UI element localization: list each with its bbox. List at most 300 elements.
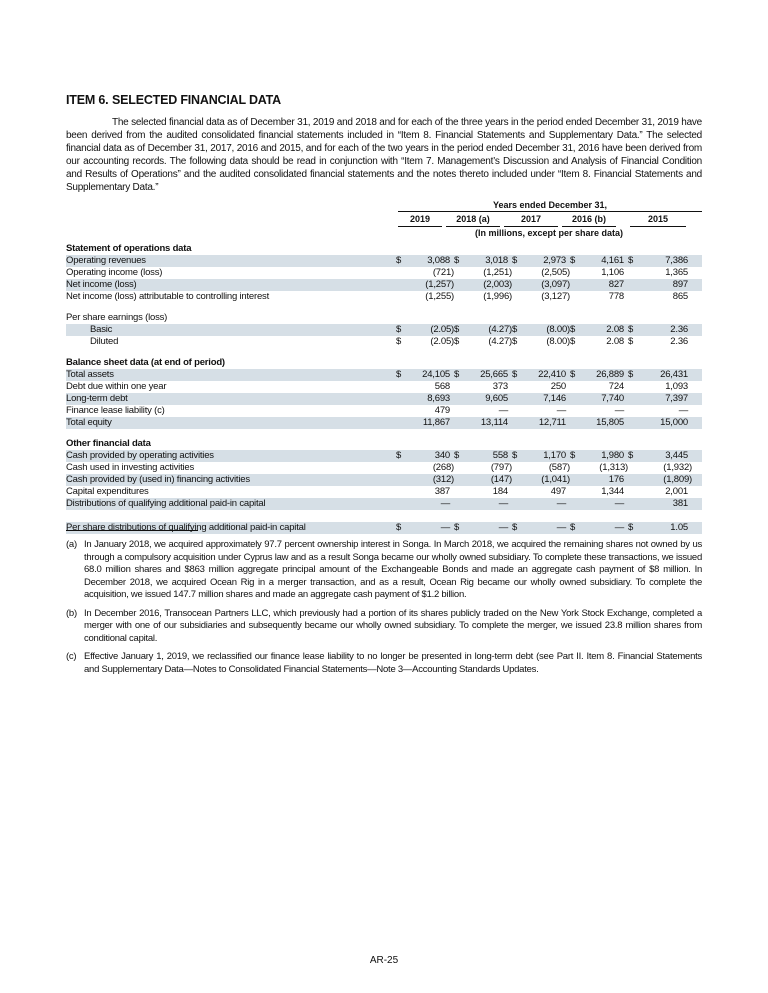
value-cell [454,267,512,279]
value-cell [454,324,512,336]
cell-value: (1,257) [425,279,454,290]
dollar-sign [628,393,638,405]
row-label: Basic [90,324,113,335]
value-cell [512,474,570,486]
cell-value: 387 [434,486,450,497]
dollar-sign [628,498,638,510]
value-cell [570,291,628,303]
dollar-sign [512,291,522,303]
dollar-sign [454,474,464,486]
value-cell [512,267,570,279]
value-cell [396,255,454,267]
cell-value: 1,106 [601,267,624,278]
row-label: Finance lease liability (c) [66,405,165,416]
dollar-sign: $ [570,369,576,380]
footnote [66,539,702,602]
value-cell [628,291,692,303]
cell-value: 25,665 [480,369,508,380]
cell-value: 22,410 [538,369,566,380]
cell-value: 1.05 [670,522,688,533]
value-cell [628,369,692,381]
value-cell [454,462,512,474]
dollar-sign: $ [512,450,518,461]
cell-value: 2.36 [670,324,688,335]
value-cell [570,381,628,393]
cell-value: 724 [608,381,624,392]
cell-value: 2,001 [665,486,688,497]
dollar-sign [570,486,580,498]
table-section [66,437,702,510]
cell-value: 897 [672,279,688,290]
item-title: SELECTED FINANCIAL DATA [112,93,282,107]
value-cell [512,462,570,474]
cell-value: 827 [608,279,624,290]
dollar-sign [454,486,464,498]
table-row [66,474,702,486]
cell-value: (2.05) [430,336,454,347]
value-cell [512,255,570,267]
dollar-sign [512,393,522,405]
dollar-sign: $ [628,450,634,461]
cell-value: (1,809) [663,474,692,485]
cell-value: 2.08 [606,336,624,347]
value-cell [396,369,454,381]
value-cell [628,450,692,462]
dollar-sign: $ [396,336,402,347]
cell-value: — [556,498,566,509]
footnote-key: (b) [66,607,77,619]
dollar-sign [512,405,522,417]
cell-value: 15,805 [596,417,624,428]
dollar-sign [570,381,580,393]
dollar-sign [454,462,464,474]
footnote-text: In January 2018, we acquired approximately 97.7 percent ownership interest in Songa. In March 2018, we acquired the remaining shares not owned by us through a compulsory acquisition under Cyprus law and as a result Songa became our wholly owned subsidiary. To complete these transactions, we issued 68.0 million shares and $863 million aggregate principal amount of the Exchangeable Bonds and made an aggregate cash payment of $8 million. In December 2018, we acquired Ocean Rig in a merger transaction, and as a result, Ocean Rig became our wholly owned subsidiary. To complete the acquisition, we issued 147.7 million shares and made an aggregate cash payment of $1.2 billion. [84,539,702,600]
value-cell [396,324,454,336]
cell-value: (8.00) [546,336,570,347]
cell-value: (4.27) [488,336,512,347]
footnote [66,608,702,646]
cell-value: — [440,522,450,533]
cell-value: 26,889 [596,369,624,380]
value-cell [396,474,454,486]
table-row [66,324,702,336]
cell-value: 1,980 [601,450,624,461]
dollar-sign: $ [454,324,460,335]
footnote-text: In December 2016, Transocean Partners LLC, which previously had a portion of its shares publicly traded on the New York Stock Exchange, completed a merger with one of our subsidiaries and subsequently became our wholly owned subsidiary. To complete the merger, we issued 23.8 million shares from conditional capital. [84,607,702,644]
table-row [66,291,702,303]
dollar-sign: $ [454,369,460,380]
dollar-sign [454,291,464,303]
value-cell [454,522,512,534]
footnotes [66,539,702,682]
cell-value: 26,431 [660,369,688,380]
cell-value: 479 [434,405,450,416]
value-cell [570,336,628,348]
value-cell [570,474,628,486]
dollar-sign [628,486,638,498]
footnote [66,651,702,676]
dollar-sign [454,267,464,279]
dollar-sign [628,267,638,279]
dollar-sign: $ [512,336,518,347]
dollar-sign [454,405,464,417]
cell-value: 3,018 [485,255,508,266]
value-cell [454,474,512,486]
year-header: 2016 (b) [562,213,616,227]
dollar-sign: $ [396,522,402,533]
page-number: AR-25 [369,955,399,966]
value-cell [570,324,628,336]
value-cell [454,417,512,429]
cell-value: 7,397 [665,393,688,404]
value-cell [570,393,628,405]
dollar-sign: $ [628,324,634,335]
cell-value: — [498,498,508,509]
dollar-sign [396,381,406,393]
dollar-sign [628,474,638,486]
value-cell [396,462,454,474]
value-cell [396,522,454,534]
cell-value: 250 [550,381,566,392]
year-header: 2018 (a) [446,213,500,227]
financial-data-table [66,242,702,534]
dollar-sign: $ [396,369,402,380]
cell-value: 7,146 [543,393,566,404]
value-cell [512,336,570,348]
cell-value: 4,161 [601,255,624,266]
dollar-sign: $ [628,369,634,380]
dollar-sign [512,474,522,486]
dollar-sign [396,267,406,279]
value-cell [512,498,570,510]
table-section [66,522,702,534]
footnote-key: (a) [66,539,77,550]
cell-value: 3,088 [427,255,450,266]
value-cell [512,450,570,462]
dollar-sign [570,279,580,291]
value-cell [454,336,512,348]
dollar-sign [396,474,406,486]
dollar-sign: $ [454,255,460,266]
value-cell [628,522,692,534]
cell-value: 497 [550,486,566,497]
cell-value: 1,344 [601,486,624,497]
value-cell [628,417,692,429]
dollar-sign [570,462,580,474]
row-label: Distributions of qualifying additional paid-in capital [66,498,266,509]
value-cell [570,522,628,534]
dollar-sign [570,291,580,303]
cell-value: — [498,405,508,416]
dollar-sign [570,417,580,429]
dollar-sign: $ [570,324,576,335]
table-row [66,369,702,381]
dollar-sign [512,462,522,474]
table-row [66,417,702,429]
value-cell [512,291,570,303]
value-cell [396,486,454,498]
table-row [66,279,702,291]
value-cell [454,498,512,510]
value-cell [396,405,454,417]
cell-value: (721) [432,267,454,278]
value-cell [396,336,454,348]
row-label: Operating revenues [66,255,146,266]
value-cell [396,417,454,429]
cell-value: 24,105 [422,369,450,380]
dollar-sign: $ [570,522,576,533]
value-cell [570,462,628,474]
value-cell [570,405,628,417]
value-cell [512,279,570,291]
table-row [66,486,702,498]
dollar-sign [570,474,580,486]
value-cell [570,450,628,462]
cell-value: (3,127) [541,291,570,302]
dollar-sign [396,462,406,474]
value-cell [570,279,628,291]
value-cell [570,486,628,498]
dollar-sign [512,381,522,393]
dollar-sign: $ [454,450,460,461]
value-cell [454,381,512,393]
cell-value: (1,251) [483,267,512,278]
section-heading [66,93,281,107]
cell-value: 3,445 [665,450,688,461]
dollar-sign [512,498,522,510]
dollar-sign [570,393,580,405]
value-cell [512,369,570,381]
cell-value: 11,867 [422,417,450,428]
cell-value: (2,505) [541,267,570,278]
cell-value: 1,365 [665,267,688,278]
table-section [66,356,702,429]
cell-value: (8.00) [546,324,570,335]
cell-value: — [556,405,566,416]
year-header: 2019 [398,213,442,227]
intro-paragraph: The selected financial data as of December 31, 2019 and 2018 and for each of the three years in the period ended December 31, 2019 have been derived from the audited consolidated financial statements included in “Item 8. Financial Statements and Supplementary Data.” The selected financial data as of December 31, 2017, 2016 and 2015, and for each of the two years in the period ended December 31, 2016 have been derived from our accounting records. The following data should be read in conjunction with “Item 7. Management’s Discussion and Analysis of Financial Condition and Results of Operations” and the audited consolidated financial statements and the notes thereto included under “Item 8. Financial Statements and Supplementary Data.” [66,117,702,193]
cell-value: 13,114 [480,417,508,428]
value-cell [628,324,692,336]
cell-value: 558 [492,450,508,461]
value-cell [454,393,512,405]
cell-value: (4.27) [488,324,512,335]
year-header: 2017 [504,213,558,227]
table-row [66,522,702,534]
value-cell [512,417,570,429]
value-cell [396,381,454,393]
cell-value: 865 [672,291,688,302]
value-cell [454,369,512,381]
cell-value: 9,605 [485,393,508,404]
cell-value: 381 [672,498,688,509]
value-cell [454,450,512,462]
cell-value: (268) [432,462,454,473]
years-ended-label: Years ended December 31, [398,199,702,212]
dollar-sign [628,462,638,474]
row-label: Net income (loss) [66,279,137,290]
value-cell [512,405,570,417]
row-label: Long-term debt [66,393,128,404]
dollar-sign [512,267,522,279]
dollar-sign [396,486,406,498]
cell-value: (3,097) [541,279,570,290]
table-row [66,498,702,510]
value-cell [570,267,628,279]
cell-value: 15,000 [660,417,688,428]
cell-value: — [556,522,566,533]
dollar-sign [628,291,638,303]
table-row [66,381,702,393]
cell-value: 2.08 [606,324,624,335]
dollar-sign [454,393,464,405]
value-cell [396,279,454,291]
dollar-sign [512,417,522,429]
year-headers [396,213,702,227]
dollar-sign: $ [454,336,460,347]
dollar-sign: $ [396,450,402,461]
cell-value: (1,041) [541,474,570,485]
cell-value: 2,973 [543,255,566,266]
dollar-sign: $ [396,324,402,335]
value-cell [396,291,454,303]
table-row [66,255,702,267]
dollar-sign [396,279,406,291]
cell-value: 12,711 [538,417,566,428]
dollar-sign: $ [512,324,518,335]
dollar-sign [628,405,638,417]
cell-value: 373 [492,381,508,392]
row-label: Cash used in investing activities [66,462,195,473]
dollar-sign: $ [570,255,576,266]
value-cell [512,522,570,534]
table-row [66,336,702,348]
cell-value: — [678,405,688,416]
year-header: 2015 [630,213,686,227]
value-cell [570,369,628,381]
dollar-sign: $ [628,336,634,347]
value-cell [628,279,692,291]
cell-value: 1,093 [665,381,688,392]
value-cell [570,255,628,267]
section-heading: Statement of operations data [66,243,192,254]
cell-value: (1,932) [663,462,692,473]
dollar-sign [570,267,580,279]
cell-value: (2.05) [430,324,454,335]
table-row [66,393,702,405]
section-heading: Per share earnings (loss) [66,312,168,323]
cell-value: 7,386 [665,255,688,266]
value-cell [628,255,692,267]
value-cell [628,498,692,510]
row-label: Diluted [90,336,119,347]
units-label: (In millions, except per share data) [474,228,624,238]
table-row [66,267,702,279]
dollar-sign [396,393,406,405]
dollar-sign [570,405,580,417]
dollar-sign [628,279,638,291]
value-cell [454,279,512,291]
table-row [66,405,702,417]
dollar-sign: $ [628,522,634,533]
value-cell [512,324,570,336]
value-cell [512,486,570,498]
cell-value: (1,255) [425,291,454,302]
cell-value: 8,693 [427,393,450,404]
dollar-sign [396,417,406,429]
cell-value: — [614,405,624,416]
dollar-sign [396,498,406,510]
cell-value: (797) [490,462,512,473]
dollar-sign [396,405,406,417]
value-cell [512,381,570,393]
cell-value: 568 [434,381,450,392]
row-label: Per share distributions of qualifying additional paid-in capital [66,522,306,533]
cell-value: — [498,522,508,533]
value-cell [454,255,512,267]
cell-value: (1,996) [483,291,512,302]
dollar-sign [454,417,464,429]
row-label: Total assets [66,369,114,380]
value-cell [396,498,454,510]
cell-value: (1,313) [599,462,628,473]
dollar-sign [512,279,522,291]
value-cell [454,291,512,303]
cell-value: (587) [548,462,570,473]
table-row [66,462,702,474]
dollar-sign: $ [628,255,634,266]
value-cell [628,462,692,474]
dollar-sign [454,279,464,291]
dollar-sign: $ [396,255,402,266]
dollar-sign: $ [570,450,576,461]
table-section [66,311,702,348]
value-cell [454,486,512,498]
cell-value: 7,740 [601,393,624,404]
value-cell [628,474,692,486]
cell-value: 184 [492,486,508,497]
value-cell [628,336,692,348]
footnote-divider [66,530,198,531]
dollar-sign [570,498,580,510]
dollar-sign: $ [512,255,518,266]
row-label: Debt due within one year [66,381,167,392]
value-cell [570,498,628,510]
cell-value: — [614,522,624,533]
cell-value: — [614,498,624,509]
row-label: Capital expenditures [66,486,149,497]
dollar-sign [628,417,638,429]
section-heading: Balance sheet data (at end of period) [66,357,225,368]
cell-value: (2,003) [483,279,512,290]
dollar-sign [454,498,464,510]
dollar-sign: $ [512,369,518,380]
cell-value: 176 [608,474,624,485]
row-label: Operating income (loss) [66,267,163,278]
item-number: ITEM 6. [66,93,109,107]
value-cell [512,393,570,405]
dollar-sign [628,381,638,393]
dollar-sign [454,381,464,393]
row-label: Cash provided by operating activities [66,450,214,461]
table-row [66,450,702,462]
cell-value: 1,170 [543,450,566,461]
cell-value: — [440,498,450,509]
row-label: Net income (loss) attributable to controlling interest [66,291,270,302]
cell-value: 778 [608,291,624,302]
value-cell [628,267,692,279]
value-cell [454,405,512,417]
